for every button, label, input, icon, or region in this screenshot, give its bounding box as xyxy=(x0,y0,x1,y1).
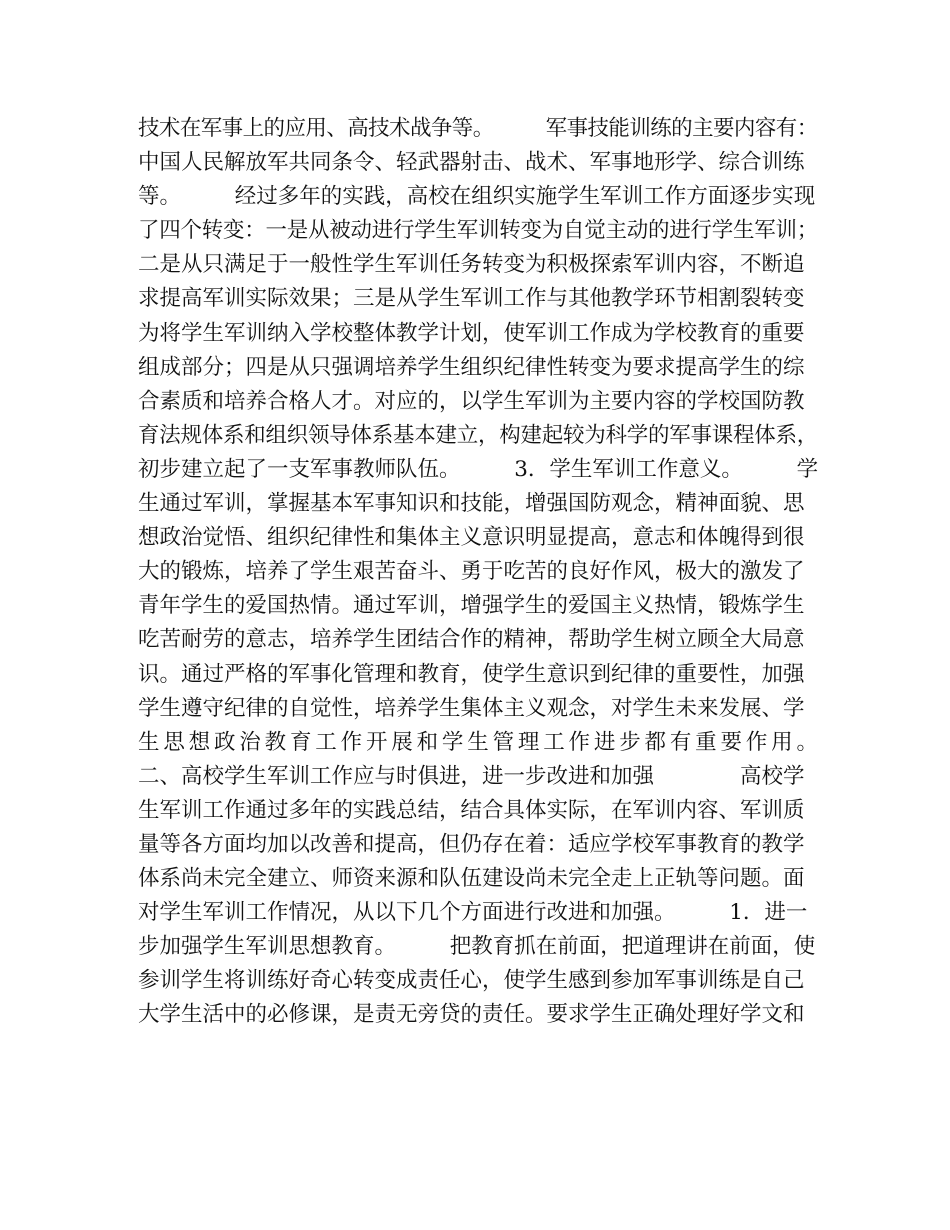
text-line: 生军训工作通过多年的实践总结，结合具体实际，在军训内容、军训质 xyxy=(138,797,805,823)
text-line: 识。通过严格的军事化管理和教育，使学生意识到纪律的重要性，加强 xyxy=(138,661,805,687)
text-line: 学生遵守纪律的自觉性，培养学生集体主义观念，对学生未来发展、学 xyxy=(138,695,805,721)
text-line: 量等各方面均加以改善和提高，但仍存在着：适应学校军事教育的教学 xyxy=(138,831,805,857)
body-text xyxy=(138,112,818,1033)
text-line: 等。 经过多年的实践，高校在组织实施学生军训工作方面逐步实现 xyxy=(138,184,816,210)
text-line: 参训学生将训练好奇心转变成责任心，使学生感到参加军事训练是自己 xyxy=(138,968,805,994)
text-line: 合素质和培养合格人才。对应的，以学生军训为主要内容的学校国防教 xyxy=(138,388,805,414)
text-line: 青年学生的爱国热情。通过军训，增强学生的爱国主义热情，锻炼学生 xyxy=(138,593,805,619)
text-line: 二是从只满足于一般性学生军训任务转变为积极探索军训内容，不断追 xyxy=(138,252,805,278)
text-line: 大学生活中的必修课，是责无旁贷的责任。要求学生正确处理好学文和 xyxy=(138,1002,805,1028)
text-line: 大的锻炼，培养了学生艰苦奋斗、勇于吃苦的良好作风，极大的激发了 xyxy=(138,559,805,585)
text-line: 育法规体系和组织领导体系基本建立，构建起较为科学的军事课程体系， xyxy=(138,422,819,448)
text-line: 中国人民解放军共同条令、轻武器射击、战术、军事地形学、综合训练 xyxy=(138,150,805,176)
text-line: 想政治觉悟、组织纪律性和集体主义意识明显提高，意志和体魄得到很 xyxy=(138,525,805,551)
text-line: 初步建立起了一支军事教师队伍。 3．学生军训工作意义。 学 xyxy=(138,456,819,482)
text-line: 了四个转变：一是从被动进行学生军训转变为自觉主动的进行学生军训； xyxy=(138,218,819,244)
text-line: 步加强学生军训思想教育。 把教育抓在前面，把道理讲在前面，使 xyxy=(138,934,816,960)
text-line: 体系尚未完全建立、师资来源和队伍建设尚未完全走上正轨等问题。面 xyxy=(138,866,805,892)
text-line: 为将学生军训纳入学校整体教学计划，使军训工作成为学校教育的重要 xyxy=(138,320,805,346)
text-line-spaced: 生思想政治教育工作开展和学生管理工作进步都有重要作用。 xyxy=(138,729,818,755)
text-line: 组成部分；四是从只强调培养学生组织纪律性转变为要求提高学生的综 xyxy=(138,354,805,380)
text-line: 求提高军训实际效果；三是从学生军训工作与其他教学环节相割裂转变 xyxy=(138,286,805,312)
text-line: 生通过军训，掌握基本军事知识和技能，增强国防观念，精神面貌、思 xyxy=(138,491,805,517)
text-line: 对学生军训工作情况，从以下几个方面进行改进和加强。 1．进一 xyxy=(138,900,808,926)
text-line: 技术在军事上的应用、高技术战争等。 军事技能训练的主要内容有： xyxy=(138,116,818,141)
text-line: 二、高校学生军训工作应与时俱进，进一步改进和加强 高校学 xyxy=(138,763,805,789)
text-line: 吃苦耐劳的意志，培养学生团结合作的精神，帮助学生树立顾全大局意 xyxy=(138,627,805,653)
